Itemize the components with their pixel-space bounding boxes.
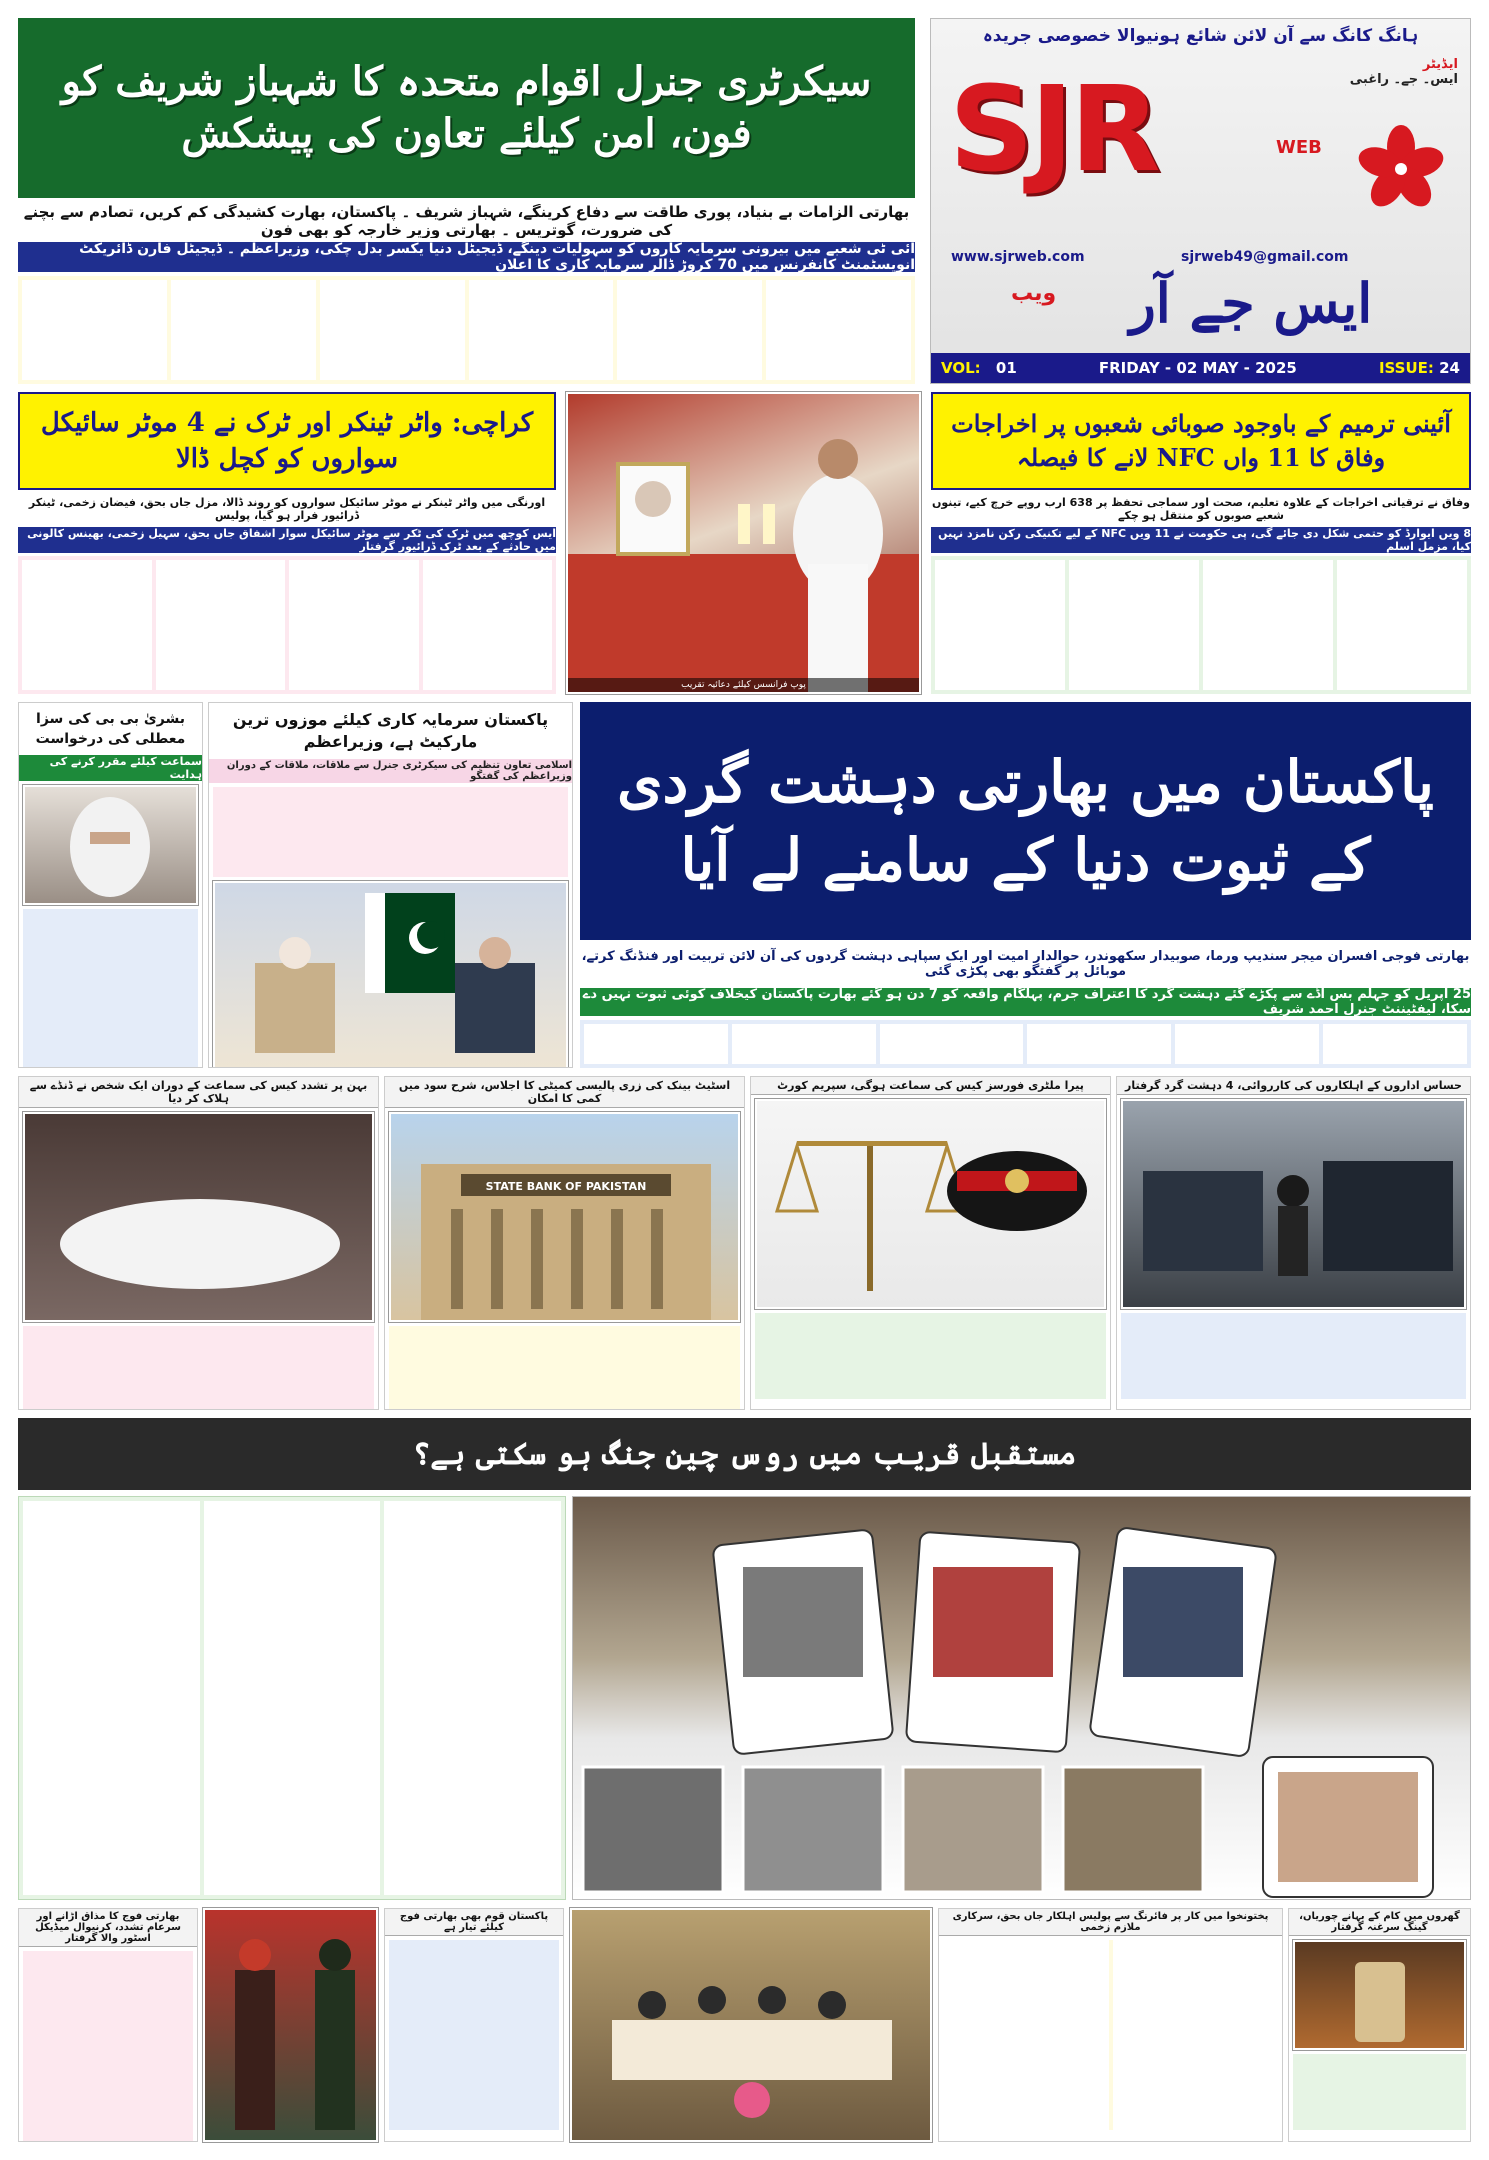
nfc-strip-text: 8 ویں ایوارڈ کو حتمی شکل دی جائے گی، پی حکومت نے 11 ویں NFC کے لیے تکنیکی رکن نامزد نہیں کیا، مزمل اسلم	[938, 527, 1471, 553]
lead-strip	[18, 242, 915, 272]
bottom-story-4-body	[1293, 2054, 1466, 2130]
bottom-story-3	[938, 1908, 1283, 2142]
bottom-story-3-title-text: پختونخوا میں کار پر فائرنگ سے پولیس اہلکار جاں بحق، سرکاری ملازم زخمی	[952, 1911, 1269, 1933]
urdu-logo	[1051, 271, 1451, 335]
bottom-story-1-title	[19, 1909, 197, 1947]
building-sign: STATE BANK OF PAKISTAN	[485, 1180, 647, 1193]
issue-bar	[931, 353, 1470, 383]
row-story-3-photo	[755, 1099, 1106, 1309]
masthead-editor	[1350, 57, 1458, 87]
bottom-story-3-col-2	[1113, 1940, 1279, 2130]
row-story-2	[384, 1076, 745, 1410]
lead-col-6	[22, 280, 167, 380]
bottom-story-2-title-text: پاکستان قوم بھی بھارتی فوج کیلئے تیار ہے	[399, 1911, 549, 1933]
row-story-1-photo	[23, 1112, 374, 1322]
lead-headline	[18, 18, 915, 198]
border-ceremony-image	[205, 1910, 376, 2140]
feature-col-3	[384, 1501, 561, 1895]
hand-with-phone-image	[1295, 1942, 1466, 2048]
editor-label: ایڈیٹر	[1422, 57, 1458, 72]
urdu-logo-web	[1011, 281, 1056, 306]
bottom-story-1	[18, 1908, 198, 2142]
bottom-story-4-title	[1289, 1909, 1470, 1936]
karachi-headline-text: کراچی: واٹر ٹینکر اور ٹرک نے 4 موٹر سائیکل سواروں کو کچل ڈالا	[40, 408, 534, 474]
logo-web-text: WEB	[1276, 137, 1322, 158]
investment-subline	[209, 759, 572, 783]
karachi-subline	[18, 494, 556, 524]
veiled-woman-image	[25, 787, 195, 903]
nfc-strip	[931, 527, 1471, 553]
main-col-3	[880, 1024, 1024, 1064]
feature-banner	[18, 1418, 1471, 1490]
center-photo	[566, 392, 921, 694]
vol-block	[941, 359, 1017, 377]
main-headline-text: پاکستان میں بھارتی دہشت گردی کے ثبوت دنیا کے سامنے لے آیا	[617, 748, 1434, 894]
row-story-1-body	[23, 1326, 374, 1410]
issue-value: 24	[1439, 359, 1460, 377]
church-ceremony-image	[568, 394, 921, 694]
bottom-story-3-columns	[943, 1940, 1278, 2130]
investment-subline-text: اسلامی تعاون تنظیم کی سیکرٹری جنرل سے ملاقات، ملاقات کے دوران وزیراعظم کی گفتگو	[226, 760, 572, 782]
bottom-story-1-title-text: بھارتی فوج کا مذاق اڑانے اور سرعام تشدد، کرنیوال میڈیکل اسٹور والا گرفتار	[35, 1911, 181, 1944]
lead-col-1	[766, 280, 911, 380]
lead-headline-text: سیکرٹری جنرل اقوام متحدہ کا شہباز شریف کو فون، امن کیلئے تعاون کی پیشکش	[61, 58, 872, 157]
lead-subline	[18, 204, 915, 238]
bushra-body	[23, 909, 198, 1068]
vol-label: VOL:	[941, 359, 981, 377]
row-story-4	[1116, 1076, 1471, 1410]
nfc-col-1	[935, 560, 1065, 690]
bushra-story	[18, 702, 203, 1068]
bushra-headline	[19, 703, 202, 755]
karachi-col-4	[423, 560, 553, 690]
main-subline	[580, 944, 1471, 984]
main-col-2	[732, 1024, 876, 1064]
state-bank-building-image	[391, 1114, 740, 1320]
feature-col-2	[204, 1501, 381, 1895]
bottom-photo-1	[203, 1908, 378, 2142]
urdu-logo-web-text: ویب	[1011, 281, 1057, 306]
lead-strip-text: آئی ٹی شعبے میں بیرونی سرمایہ کاروں کو سہولیات دینگے، ڈیجیٹل دنیا یکسر بدل چکی، وزیراعظم ۔ ڈیجیٹل فارن ڈائریکٹ انویسٹمنٹ کانفرنس میں 70 کروڑ ڈالر سرمایہ کاری کا اعلان	[79, 242, 915, 272]
nfc-headline	[931, 392, 1471, 490]
bushra-headline-text: بشریٰ بی بی کی سزا معطلی کی درخواست	[35, 711, 186, 747]
website-text[interactable]: www.sjrweb.com	[951, 249, 1085, 265]
website[interactable]	[951, 249, 1085, 265]
nfc-columns	[931, 556, 1471, 694]
issue-date: FRIDAY - 02 MAY - 2025	[1098, 359, 1297, 377]
row-story-4-body	[1121, 1313, 1466, 1399]
issue-label: ISSUE:	[1378, 359, 1434, 377]
row-story-2-body	[389, 1326, 740, 1410]
playing-cards-collage-image	[573, 1497, 1471, 1900]
lead-col-4	[320, 280, 465, 380]
lead-col-2	[617, 280, 762, 380]
row-story-1	[18, 1076, 379, 1410]
nfc-col-3	[1203, 560, 1333, 690]
karachi-subline-text: اورنگی میں واٹر ٹینکر نے موٹر سائیکل سواروں کو روند ڈالا، مزل جاں بحق، فیضان زخمی، ٹینکر ڈرائیور فرار ہو گیا، پولیس	[28, 496, 546, 522]
karachi-strip-text: ایس کوچھ میں ٹرک کی ٹکر سے موٹر سائیکل سوار اشفاق جاں بحق، سہیل زخمی، بھینس کالونی میں حادثے کے بعد ٹرک ڈرائیور گرفتار	[27, 527, 556, 553]
main-columns	[580, 1020, 1471, 1068]
row-story-4-title	[1117, 1077, 1470, 1095]
nfc-subline	[931, 494, 1471, 524]
email[interactable]	[1181, 249, 1348, 265]
row-story-1-title	[19, 1077, 378, 1108]
investment-headline-text: پاکستان سرمایہ کاری کیلئے موزوں ترین مارکیٹ ہے، وزیراعظم	[232, 710, 549, 751]
main-col-5	[1175, 1024, 1319, 1064]
nfc-col-4	[1337, 560, 1467, 690]
logo	[949, 60, 1157, 198]
bottom-story-2	[384, 1908, 564, 2142]
bottom-story-3-col-1	[943, 1940, 1109, 2130]
bottom-story-2-title	[385, 1909, 563, 1936]
feature-collage	[572, 1496, 1471, 1900]
main-strip	[580, 988, 1471, 1016]
masthead-tagline-text: ہانگ کانگ سے آن لائن شائع ہونیوالا خصوصی جریدہ	[982, 26, 1419, 46]
row-story-2-title-text: اسٹیٹ بینک کی زری پالیسی کمیٹی کا اجلاس، شرح سود میں کمی کا امکان	[398, 1079, 731, 1105]
bushra-subline	[19, 755, 202, 781]
bottom-story-2-body	[389, 1940, 559, 2130]
scales-of-justice-image	[757, 1101, 1106, 1307]
security-forces-image	[1123, 1101, 1466, 1307]
center-photo-caption-text: پوپ فرانسس کیلئے دعائیہ تقریب	[681, 680, 806, 690]
feature-columns	[18, 1496, 566, 1900]
investment-body	[213, 787, 568, 877]
center-photo-caption	[568, 678, 919, 692]
logo-text: SJR	[949, 60, 1157, 198]
bottom-story-4-title-text: گھروں میں کام کے بہانے چوریاں، گینگ سرغنہ گرفتار	[1299, 1911, 1460, 1933]
masthead-tagline	[931, 25, 1470, 46]
main-col-6	[1323, 1024, 1467, 1064]
investment-story	[208, 702, 573, 1068]
email-text[interactable]: sjrweb49@gmail.com	[1181, 249, 1349, 265]
vol-value: 01	[995, 359, 1017, 377]
row-story-2-photo	[389, 1112, 740, 1322]
feature-col-1	[23, 1501, 200, 1895]
investment-photo	[213, 881, 568, 1068]
bottom-story-3-title	[939, 1909, 1282, 1936]
editor-name: ایس۔ جے۔ راغبی	[1349, 72, 1458, 87]
masthead	[930, 18, 1471, 384]
meeting-room-image	[572, 1910, 930, 2140]
row-story-3	[750, 1076, 1111, 1410]
lead-col-3	[469, 280, 614, 380]
lead-col-5	[171, 280, 316, 380]
bushra-photo	[23, 785, 198, 905]
nfc-subline-text: وفاق نے ترقیاتی اخراجات کے علاوہ تعلیم، صحت اور سماجی تحفظ پر 638 ارب روپے خرچ کیے، تینوں شعبے صوبوں کو منتقل ہو چکے	[931, 496, 1470, 522]
row-story-1-title-text: بہن پر تشدد کیس کی سماعت کے دوران ایک شخص نے ڈنڈے سے ہلاک کر دیا	[29, 1079, 368, 1105]
covered-body-image	[25, 1114, 374, 1320]
row-story-2-title	[385, 1077, 744, 1108]
bottom-photo-2	[570, 1908, 932, 2142]
main-col-1	[584, 1024, 728, 1064]
row-story-3-title	[751, 1077, 1110, 1095]
bottom-story-4	[1288, 1908, 1471, 2142]
karachi-col-3	[289, 560, 419, 690]
karachi-headline	[18, 392, 556, 490]
nfc-col-2	[1069, 560, 1199, 690]
row-story-4-photo	[1121, 1099, 1466, 1309]
logo-web	[1276, 137, 1322, 158]
main-subline-text: بھارتی فوجی افسران میجر سندیپ ورما، صوبیدار سکھوندر، حوالدار امیت اور ایک سپاہی دہشت گردوں کی آن لائن تربیت اور فنڈنگ کرتے، موبائل پر گفتگو بھی پکڑی گئی	[581, 949, 1470, 979]
urdu-logo-text: ایس جے آر	[1129, 271, 1373, 335]
feature-banner-text: مستقبل قریب میں روس چین جنگ ہو سکتی ہے؟	[412, 1436, 1077, 1472]
karachi-col-1	[22, 560, 152, 690]
investment-headline	[209, 703, 572, 759]
bushra-subline-text: سماعت کیلئے مقرر کرنے کی ہدایت	[49, 755, 202, 781]
row-story-3-title-text: پیرا ملٹری فورسز کیس کی سماعت ہوگی، سپریم کورٹ	[777, 1079, 1084, 1092]
meeting-with-flag-image	[215, 883, 568, 1068]
nfc-headline-text: آئینی ترمیم کے باوجود صوبائی شعبوں پر اخراجات وفاق کا 11 واں NFC لانے کا فیصلہ	[951, 409, 1451, 472]
main-headline	[580, 702, 1471, 940]
main-col-4	[1027, 1024, 1171, 1064]
issue-block	[1379, 359, 1460, 377]
bauhinia-flower-icon	[1351, 119, 1451, 219]
row-story-4-title-text: حساس اداروں کے اہلکاروں کی کارروائی، 4 دہشت گرد گرفتار	[1125, 1079, 1462, 1092]
bottom-story-1-body	[23, 1951, 193, 2141]
lead-columns	[18, 276, 915, 384]
karachi-col-2	[156, 560, 286, 690]
row-story-3-body	[755, 1313, 1106, 1399]
karachi-strip	[18, 527, 556, 553]
lead-subline-text: بھارتی الزامات بے بنیاد، پوری طاقت سے دفاع کرینگے، شہباز شریف ۔ پاکستان، بھارت کشیدگی کم کریں، تصادم سے بچنے کی ضرورت، گوتریس ۔ بھارتی وزیر خارجہ کو بھی فون	[23, 204, 910, 238]
karachi-columns	[18, 556, 556, 694]
main-strip-text: 25 اپریل کو جہلم بس اڈے سے پکڑے گئے دہشت گرد کا اعتراف جرم، پہلگام واقعہ کو 7 دن ہو گئے بھارت پاکستان کیخلاف کوئی ثبوت نہیں دے سکا، لیفٹیننٹ جنرل احمد شریف	[582, 988, 1471, 1016]
bottom-photo-4	[1293, 1940, 1466, 2050]
